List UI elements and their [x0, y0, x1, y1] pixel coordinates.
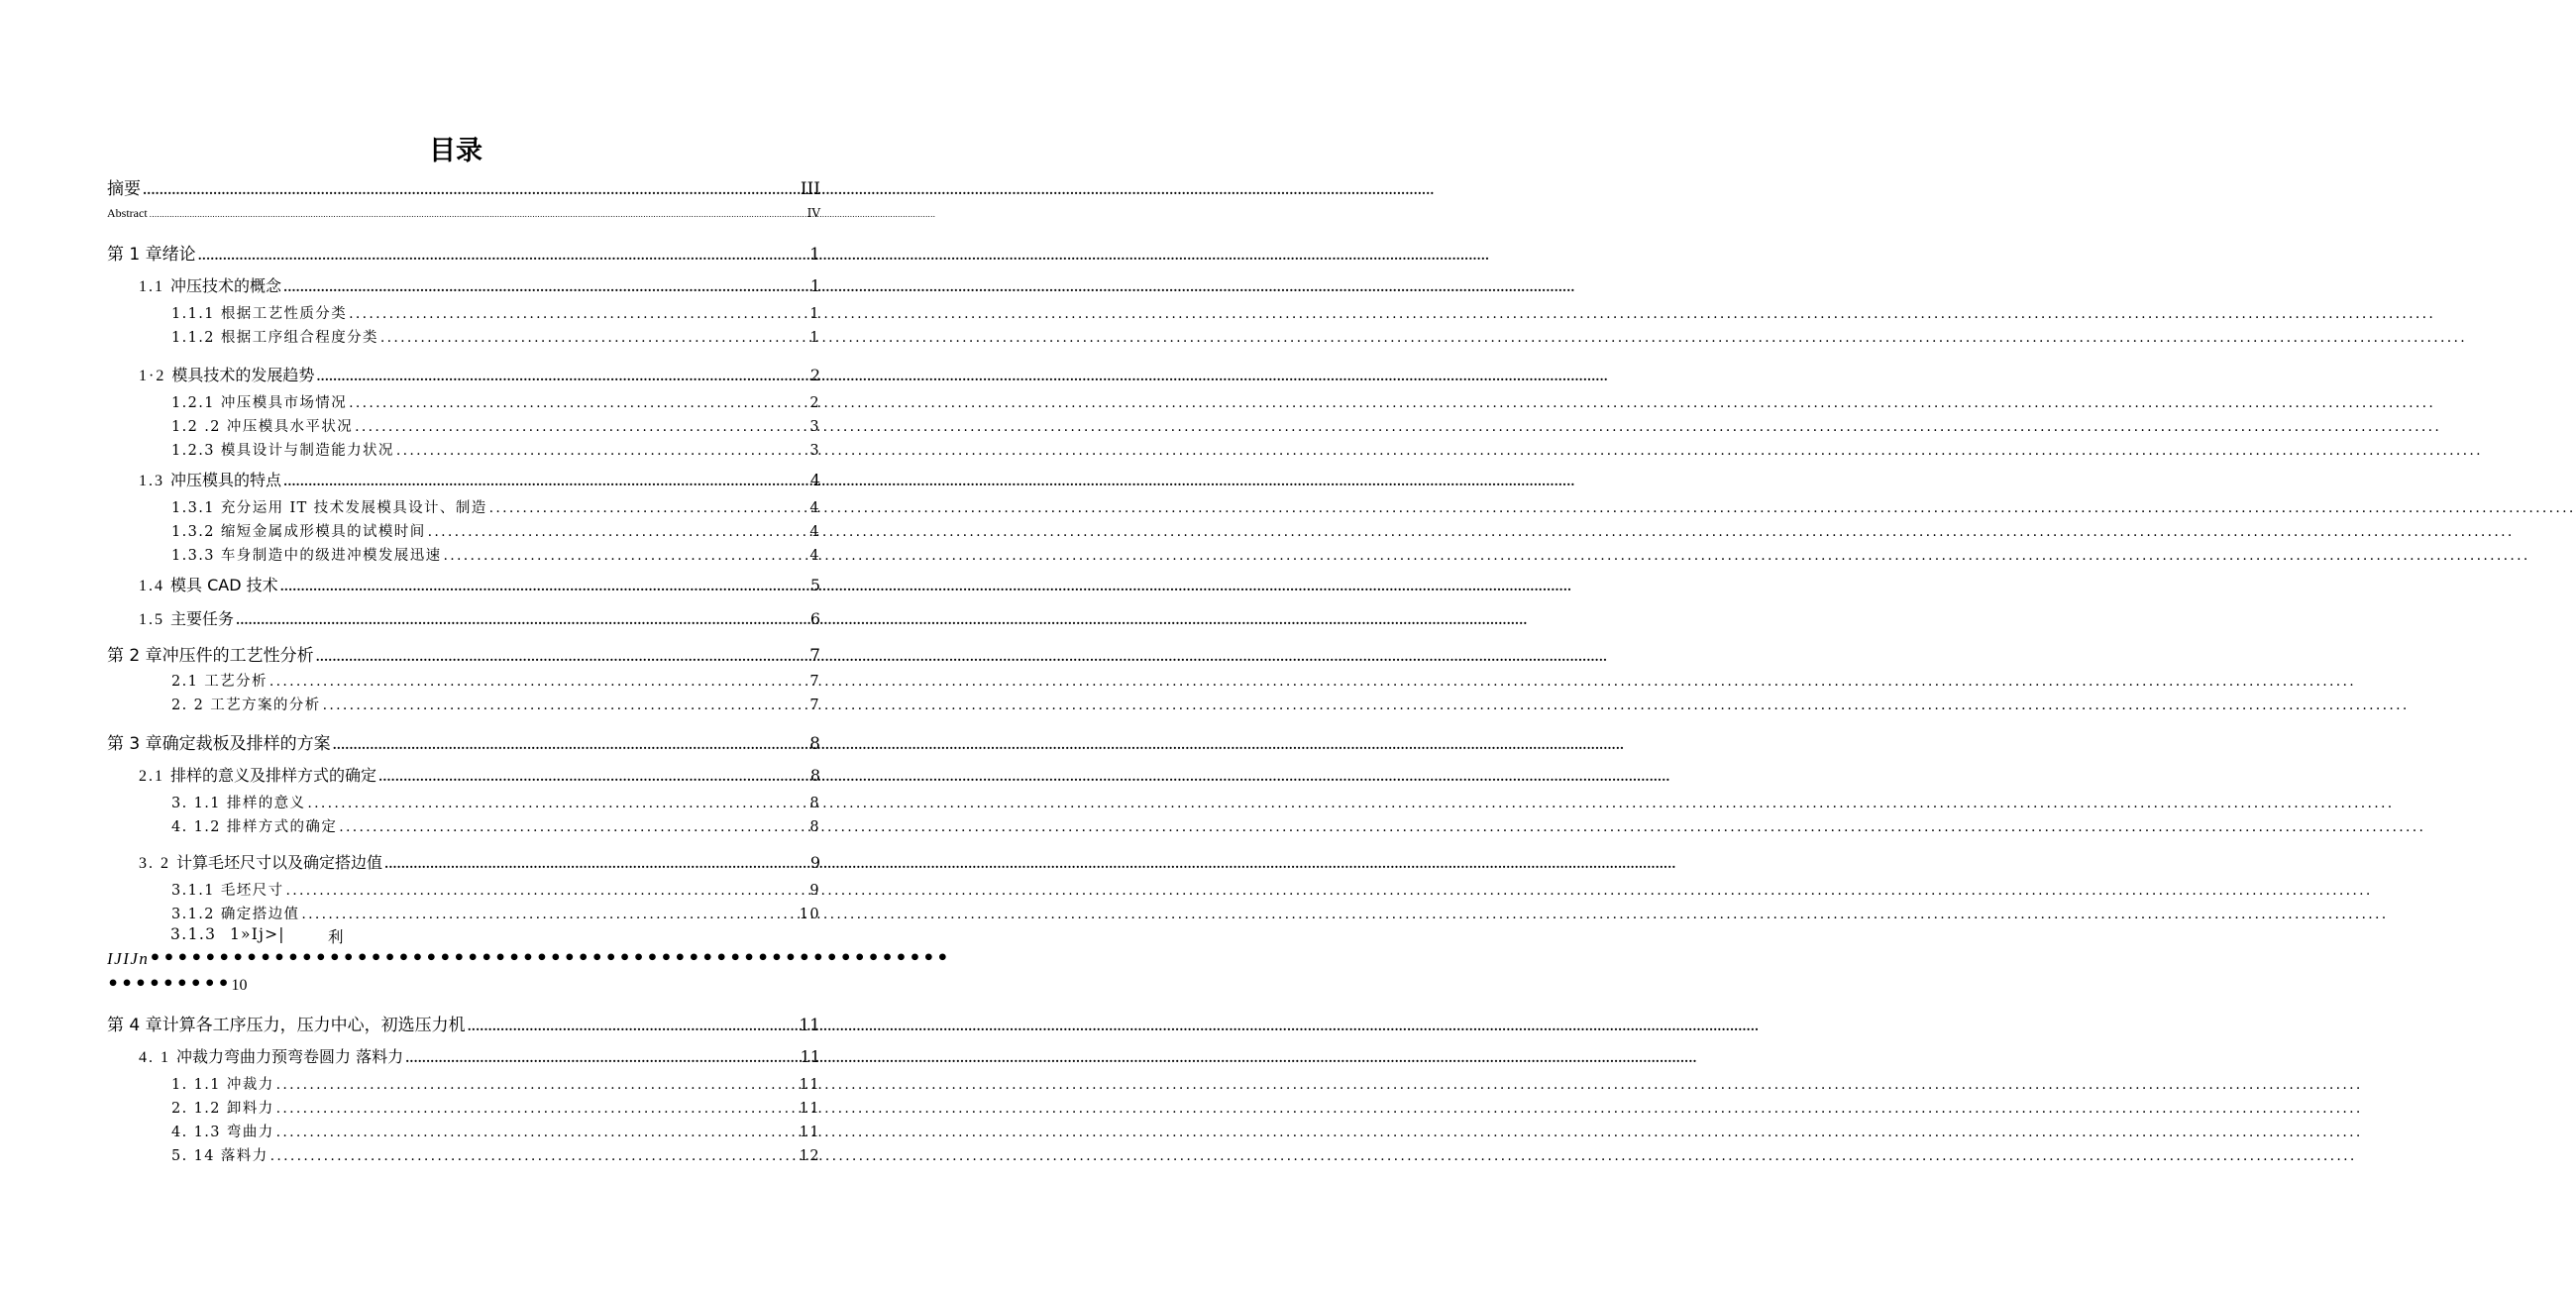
toc-entry[interactable]	[171, 1121, 820, 1141]
toc-leader-dots	[269, 674, 807, 690]
toc-entry-text: 冲裁力弯曲力预弯卷圆力 落料力	[176, 1047, 404, 1066]
toc-page-number: III	[800, 179, 820, 199]
toc-page-number: 11	[799, 1125, 820, 1140]
toc-entry-number: 3.1.1	[171, 883, 221, 899]
toc-entry-text: 工艺分析	[204, 674, 268, 690]
toc-entry-text: 章冲压件的工艺性分析	[145, 646, 314, 666]
toc-entry-label	[107, 641, 314, 666]
toc-entry-number: 1.3	[139, 473, 170, 489]
toc-leader-dots	[316, 370, 807, 383]
toc-entry-label	[171, 670, 268, 691]
toc-entry[interactable]	[171, 694, 820, 714]
garbled-line3-dots: •••••••••	[107, 973, 232, 995]
toc-page-number: 2	[809, 395, 820, 411]
toc-leader-dots	[339, 819, 807, 835]
toc-leader-dots	[276, 1101, 798, 1117]
toc-entry-number: 1.2.1	[171, 395, 221, 411]
toc-entry-label	[171, 415, 353, 436]
toc-entry-text: 车身制造中的级进冲模发展迅速	[220, 548, 442, 564]
toc-entry[interactable]	[107, 729, 820, 754]
toc-entry-text: 冲压模具水平状况	[226, 419, 354, 435]
toc-entry-label	[171, 1097, 274, 1118]
toc-page-number: 7	[809, 674, 820, 690]
toc-leader-dots	[405, 1051, 799, 1065]
toc-entry-label	[171, 1073, 274, 1094]
toc-entry-number: 第 3	[107, 734, 146, 754]
toc-entry-garbled-page: 10	[231, 977, 248, 994]
toc-entry-label	[139, 850, 382, 873]
toc-entry-text: 冲裁力	[226, 1077, 274, 1093]
toc-entry-number: 2. 2	[171, 698, 211, 713]
toc-leader-dots	[333, 738, 808, 752]
toc-entry-label	[107, 174, 141, 199]
toc-entry-label	[171, 792, 305, 812]
toc-entry-number: 1.3.1	[171, 500, 221, 516]
toc-entry[interactable]	[171, 815, 820, 836]
toc-entry-label	[107, 240, 196, 265]
toc-entry-label	[171, 694, 321, 714]
toc-entry-garbled-text: 1»Ij>|	[230, 925, 285, 943]
garbled-line2-dots: ••••••••••••••••••••••••••••••••••••••••••••••••••••••••••	[149, 947, 951, 969]
toc-entry[interactable]	[107, 174, 820, 199]
toc-entry[interactable]	[139, 363, 820, 385]
toc-entry-number: 第 2	[107, 646, 146, 666]
toc-entry-text: 冲压模具的特点	[170, 471, 282, 489]
toc-entry-text: 章绪论	[145, 245, 196, 265]
toc-entry[interactable]	[171, 496, 820, 517]
toc-entry-number: 1.3.3	[171, 548, 221, 564]
toc-entry[interactable]	[171, 1144, 820, 1165]
toc-page-number: 4	[809, 500, 820, 516]
toc-entry[interactable]	[139, 573, 820, 595]
toc-entry-number: 2.1	[139, 768, 170, 785]
toc-leader-dots	[270, 1148, 798, 1164]
toc-entry-number: 1.1	[139, 278, 170, 295]
toc-entry-number: 1.4	[139, 578, 170, 594]
toc-leader-dots	[280, 580, 808, 593]
toc-entry-text: 毛坯尺寸	[220, 883, 284, 899]
toc-entry-garbled-line2	[107, 947, 951, 969]
toc-page-number: 4	[809, 524, 820, 540]
toc-entry[interactable]	[171, 1073, 820, 1094]
toc-page-number: 6	[809, 609, 820, 628]
toc-page-number: 1	[809, 330, 820, 346]
toc-page-number: 1	[809, 245, 820, 265]
toc-leader-dots	[355, 419, 807, 435]
toc-entry-number: 5. 14	[171, 1148, 221, 1164]
toc-leader-dots	[236, 613, 808, 627]
toc-entry-text: 排样的意义	[226, 796, 306, 811]
toc-entry-number: 4. 1.3	[171, 1125, 227, 1140]
toc-entry[interactable]	[107, 240, 820, 265]
toc-entry-text: 根据工艺性质分类	[220, 306, 348, 322]
toc-leader-dots	[396, 443, 808, 459]
toc-leader-dots	[380, 330, 807, 346]
toc-entry-text: 章计算各工序压力，压力中心，初选压力机	[145, 1016, 466, 1035]
toc-leader-dots	[444, 548, 808, 564]
toc-title: 目录	[429, 136, 483, 166]
toc-leader-dots	[283, 280, 808, 294]
toc-entry[interactable]	[139, 850, 820, 873]
toc-entry-label	[171, 520, 426, 541]
toc-leader-dots	[286, 883, 808, 899]
toc-page-number: 10	[799, 907, 820, 922]
toc-entry-number: 4. 1	[139, 1049, 176, 1066]
toc-entry-text: 工艺方案的分析	[210, 698, 321, 713]
toc-entry-number: 3. 1.1	[171, 796, 227, 811]
toc-entry[interactable]	[171, 520, 820, 541]
toc-entry-label	[171, 903, 299, 923]
toc-page-number: 2	[809, 366, 820, 384]
toc-leader-dots	[428, 524, 808, 540]
toc-leader-dots	[150, 210, 805, 219]
toc-entry-label	[139, 606, 234, 629]
toc-entry-number: 第 1	[107, 245, 146, 265]
toc-entry-number: 1.5	[139, 611, 170, 628]
toc-entry-number: 1.1.2	[171, 330, 221, 346]
toc-entry[interactable]	[107, 1011, 820, 1035]
toc-entry-label	[171, 496, 487, 517]
toc-page-number: 11	[799, 1016, 820, 1035]
toc-page-number: 8	[809, 734, 820, 754]
toc-entry-label	[139, 1044, 403, 1067]
toc-page-number: 4	[809, 471, 820, 489]
toc-entry-text: 冲压模具市场情况	[220, 395, 348, 411]
toc-entry-text: 充分运用 IT 技术发展模具设计、制造	[220, 500, 487, 516]
toc-page-number: 11	[799, 1101, 820, 1117]
toc-entry-number: 1·2	[139, 368, 172, 384]
toc-entry-text: 模具 CAD 技术	[170, 576, 278, 594]
toc-entry-label	[171, 879, 284, 900]
toc-page-number: 1	[809, 306, 820, 322]
toc-entry[interactable]	[171, 415, 820, 436]
toc-entry-garbled-num: 3.1.3	[170, 925, 217, 943]
toc-entry-text: 章确定裁板及排样的方案	[145, 734, 331, 754]
toc-entry-text: 计算毛坯尺寸以及确定搭边值	[176, 853, 383, 872]
toc-entry[interactable]	[171, 879, 820, 900]
toc-entry[interactable]	[171, 326, 820, 347]
toc-entry[interactable]	[139, 468, 820, 490]
toc-leader-dots	[378, 770, 808, 784]
toc-page-number: 8	[809, 796, 820, 811]
garbled-line2-prefix: IJIJn	[107, 949, 150, 968]
toc-entry[interactable]	[171, 1097, 820, 1118]
toc-entry[interactable]	[171, 391, 820, 412]
toc-page-number: 1	[809, 276, 820, 295]
toc-entry-text: 落料力	[220, 1148, 268, 1164]
toc-entry-text: 主要任务	[170, 609, 235, 628]
toc-entry-text: 摘要	[107, 179, 141, 199]
toc-page-number: 7	[809, 698, 820, 713]
toc-page-number: 8	[809, 819, 820, 835]
toc-entry-label	[139, 763, 376, 786]
toc-entry-text: 排样方式的确定	[226, 819, 338, 835]
toc-page-number: 3	[809, 419, 820, 435]
toc-entry-label	[107, 1011, 466, 1035]
toc-entry-number: 2.1	[171, 674, 205, 690]
toc-leader-dots	[198, 249, 808, 263]
toc-entry-label	[139, 363, 314, 385]
toc-page-number: 5	[809, 576, 820, 594]
toc-entry-text: 冲压技术的概念	[170, 276, 282, 295]
toc-entry[interactable]	[171, 544, 820, 565]
toc-entry-text: 缩短金属成形模具的试模时间	[220, 524, 426, 540]
toc-entry-text: Abstract	[107, 206, 148, 220]
toc-leader-dots	[323, 698, 808, 713]
toc-entry-number: 3.1.2	[171, 907, 221, 922]
toc-leader-dots	[143, 183, 799, 197]
toc-entry-text: 卸料力	[226, 1101, 274, 1117]
toc-entry-label	[171, 439, 394, 460]
toc-page-number: 4	[809, 548, 820, 564]
toc-entry-label	[171, 1121, 274, 1141]
toc-entry-label	[107, 206, 148, 221]
toc-leader-dots	[384, 857, 808, 871]
toc-entry-label	[171, 1144, 268, 1165]
toc-entry-label	[171, 544, 442, 565]
toc-entry-text: 模具设计与制造能力状况	[220, 443, 394, 459]
toc-entry-label	[171, 302, 347, 323]
toc-entry-label	[139, 573, 278, 595]
toc-entry-label	[171, 815, 337, 836]
toc-page-number: IV	[806, 206, 820, 220]
toc-entry-garbled-tail: 利	[328, 928, 344, 946]
toc-entry[interactable]	[107, 641, 820, 666]
toc-entry-number: 1.1.1	[171, 306, 221, 322]
toc-entry-label	[107, 729, 331, 754]
toc-leader-dots	[349, 395, 807, 411]
toc-entry-text: 确定搭边值	[220, 907, 300, 922]
toc-entry-text: 根据工序组合程度分类	[220, 330, 378, 346]
toc-entry-text: 排样的意义及排样方式的确定	[170, 766, 377, 785]
toc-leader-dots	[283, 475, 808, 488]
toc-page-number: 8	[809, 766, 820, 785]
toc-entry-label	[139, 273, 281, 296]
toc-entry-number: 第 4	[107, 1016, 146, 1035]
toc-leader-dots	[276, 1125, 798, 1140]
toc-entry-text: 弯曲力	[226, 1125, 274, 1140]
toc-entry-number: 1.2 .2	[171, 419, 227, 435]
toc-page-number: 3	[809, 443, 820, 459]
toc-entry[interactable]	[171, 792, 820, 812]
toc-entry-number: 4. 1.2	[171, 819, 227, 835]
toc-entry-number: 1.3.2	[171, 524, 221, 540]
toc-page-number: 7	[809, 646, 820, 666]
toc-entry-label	[171, 326, 378, 347]
toc-entry[interactable]	[171, 903, 820, 923]
toc-leader-dots	[276, 1077, 798, 1093]
toc-entry-label	[171, 391, 347, 412]
toc-entry[interactable]	[171, 439, 820, 460]
toc-leader-dots	[316, 650, 808, 664]
toc-page-number: 11	[799, 1077, 820, 1093]
toc-entry-number: 1. 1.1	[171, 1077, 227, 1093]
toc-leader-dots	[301, 907, 797, 922]
toc-entry-number: 2. 1.2	[171, 1101, 227, 1117]
toc-entry[interactable]	[171, 670, 820, 691]
toc-leader-dots	[349, 306, 807, 322]
toc-page-number: 9	[809, 883, 820, 899]
toc-entry-garbled-line3	[107, 973, 248, 995]
toc-page-number: 12	[799, 1148, 820, 1164]
toc-entry[interactable]	[171, 302, 820, 323]
toc-entry-text: 模具技术的发展趋势	[171, 366, 315, 384]
toc-entry[interactable]	[139, 606, 820, 629]
toc-entry-number: 3. 2	[139, 855, 176, 872]
toc-entry[interactable]	[139, 763, 820, 786]
toc-page-number: 9	[809, 853, 820, 872]
toc-entry[interactable]	[139, 1044, 820, 1067]
toc-leader-dots	[307, 796, 807, 811]
toc-entry[interactable]	[139, 273, 820, 296]
toc-page-number: 11	[800, 1047, 820, 1066]
toc-leader-dots	[489, 500, 808, 516]
toc-entry[interactable]	[107, 206, 820, 221]
toc-entry-number: 1.2.3	[171, 443, 221, 459]
toc-entry-label	[139, 468, 281, 490]
toc-leader-dots	[468, 1020, 798, 1033]
